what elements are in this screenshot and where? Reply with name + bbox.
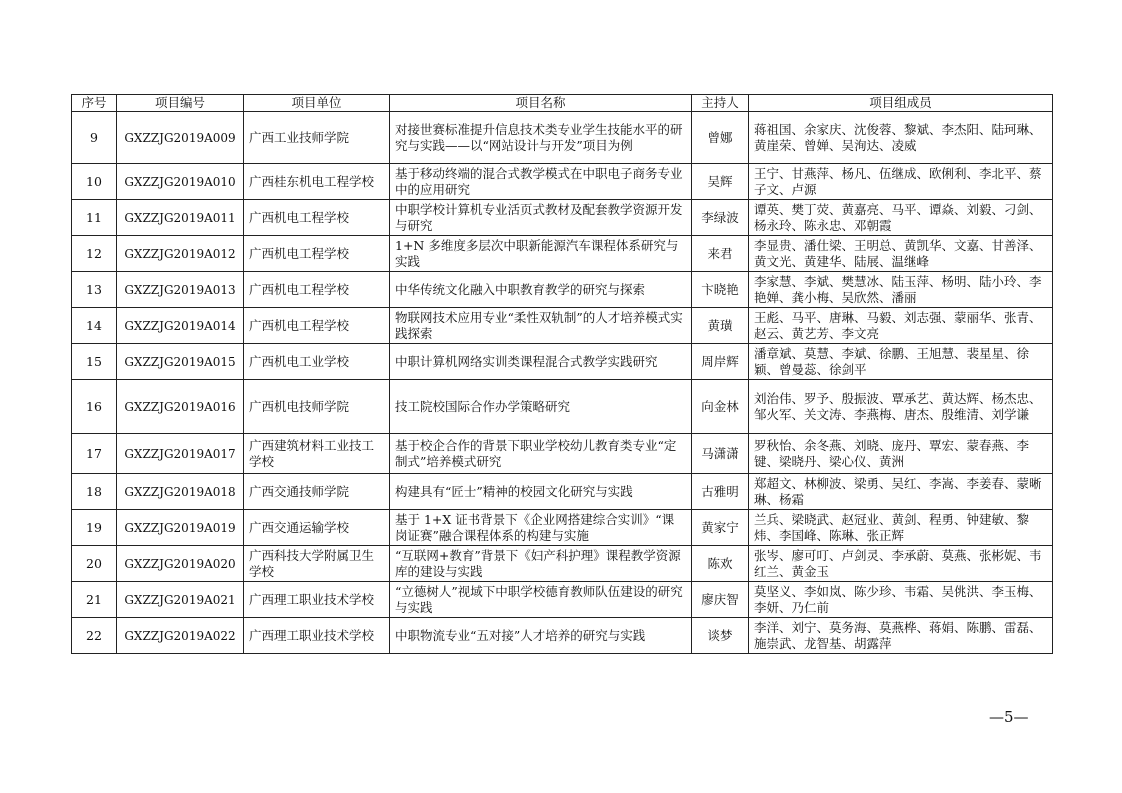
cell-no: 12: [72, 236, 117, 272]
cell-members: 谭英、樊丁荧、黄嘉亮、马平、谭焱、刘毅、刁剑、杨永玲、陈永忠、邓朝霞: [749, 200, 1053, 236]
cell-name: 中职计算机网络实训类课程混合式教学实践研究: [390, 344, 692, 380]
cell-unit: 广西机电工程学校: [244, 272, 390, 308]
cell-no: 13: [72, 272, 117, 308]
cell-host: 黄家宁: [692, 510, 749, 546]
cell-unit: 广西交通技师学院: [244, 474, 390, 510]
cell-members: 张岑、廖可叮、卢剑灵、李承蔚、莫燕、张彬妮、韦红兰、黄金玉: [749, 546, 1053, 582]
cell-members: 莫坚义、李如岚、陈少珍、韦霜、吴佻洪、李玉梅、李妍、乃仁前: [749, 582, 1053, 618]
cell-name: 物联网技术应用专业“柔性双轨制”的人才培养模式实践探索: [390, 308, 692, 344]
cell-name: 基于校企合作的背景下职业学校幼儿教育类专业“定制式”培养模式研究: [390, 434, 692, 474]
cell-host: 古雅明: [692, 474, 749, 510]
table-row: [72, 474, 1053, 510]
cell-code: GXZZJG2019A016: [117, 380, 244, 434]
table-row: [72, 510, 1053, 546]
table-row: [72, 112, 1053, 164]
header-code: 项目编号: [117, 95, 244, 112]
cell-unit: 广西机电工程学校: [244, 308, 390, 344]
table-row: [72, 272, 1053, 308]
table-row: [72, 164, 1053, 200]
cell-name: “互联网+教育”背景下《妇产科护理》课程教学资源库的建设与实践: [390, 546, 692, 582]
project-table: [71, 94, 1053, 654]
cell-host: 卞晓艳: [692, 272, 749, 308]
cell-unit: 广西桂东机电工程学校: [244, 164, 390, 200]
cell-members: 罗秋怡、余冬燕、刘晓、庞丹、覃宏、蒙春燕、李键、梁晓丹、梁心仪、黄洲: [749, 434, 1053, 474]
cell-members: 蒋祖国、余家庆、沈俊蓉、黎斌、李杰阳、陆珂琳、黄崖荣、曾婵、吴洵达、凌威: [749, 112, 1053, 164]
cell-no: 19: [72, 510, 117, 546]
cell-unit: 广西理工职业技术学校: [244, 582, 390, 618]
cell-members: 刘治伟、罗予、殷振波、覃承艺、黄达辉、杨杰忠、邹火军、关文涛、李燕梅、唐杰、殷维清、刘学谦: [749, 380, 1053, 434]
cell-unit: 广西理工职业技术学校: [244, 618, 390, 654]
cell-code: GXZZJG2019A019: [117, 510, 244, 546]
cell-code: GXZZJG2019A018: [117, 474, 244, 510]
cell-members: 郑超文、林柳波、梁勇、吴红、李嵩、李姜春、蒙晰琳、杨霜: [749, 474, 1053, 510]
cell-code: GXZZJG2019A011: [117, 200, 244, 236]
cell-code: GXZZJG2019A012: [117, 236, 244, 272]
cell-code: GXZZJG2019A017: [117, 434, 244, 474]
cell-no: 9: [72, 112, 117, 164]
cell-name: 中职学校计算机专业活页式教材及配套教学资源开发与研究: [390, 200, 692, 236]
cell-unit: 广西工业技师学院: [244, 112, 390, 164]
cell-name: 1+N 多维度多层次中职新能源汽车课程体系研究与实践: [390, 236, 692, 272]
cell-host: 周岸辉: [692, 344, 749, 380]
table-row: [72, 380, 1053, 434]
cell-name: 基于 1+X 证书背景下《企业网搭建综合实训》“课岗证赛”融合课程体系的构建与实施: [390, 510, 692, 546]
cell-unit: 广西机电技师学院: [244, 380, 390, 434]
cell-host: 来君: [692, 236, 749, 272]
cell-code: GXZZJG2019A020: [117, 546, 244, 582]
cell-name: “立德树人”视域下中职学校德育教师队伍建设的研究与实践: [390, 582, 692, 618]
cell-members: 潘章斌、莫慧、李斌、徐鹏、王旭慧、裴星星、徐颖、曾曼蕊、徐剑平: [749, 344, 1053, 380]
cell-no: 22: [72, 618, 117, 654]
table-row: [72, 344, 1053, 380]
cell-host: 吴辉: [692, 164, 749, 200]
cell-code: GXZZJG2019A013: [117, 272, 244, 308]
cell-no: 14: [72, 308, 117, 344]
cell-no: 17: [72, 434, 117, 474]
cell-code: GXZZJG2019A022: [117, 618, 244, 654]
cell-members: 兰兵、梁晓武、赵冠业、黄剑、程勇、钟建敏、黎炜、李国峰、陈琳、张正辉: [749, 510, 1053, 546]
cell-name: 构建具有“匠士”精神的校园文化研究与实践: [390, 474, 692, 510]
cell-code: GXZZJG2019A015: [117, 344, 244, 380]
table-row: [72, 308, 1053, 344]
cell-members: 李洋、刘宁、莫务海、莫燕桦、蒋娟、陈鹏、雷磊、施崇武、龙智基、胡露萍: [749, 618, 1053, 654]
cell-no: 18: [72, 474, 117, 510]
cell-name: 对接世赛标准提升信息技术类专业学生技能水平的研究与实践——以“网站设计与开发”项目为例: [390, 112, 692, 164]
cell-members: 李显贵、潘仕梁、王明总、黄凯华、文嘉、甘善泽、黄文光、黄建华、陆展、温继峰: [749, 236, 1053, 272]
header-unit: 项目单位: [244, 95, 390, 112]
table-row: [72, 618, 1053, 654]
cell-name: 基于移动终端的混合式教学模式在中职电子商务专业中的应用研究: [390, 164, 692, 200]
cell-code: GXZZJG2019A014: [117, 308, 244, 344]
table-row: [72, 236, 1053, 272]
cell-host: 黄璜: [692, 308, 749, 344]
table-row: [72, 582, 1053, 618]
cell-host: 马潇潇: [692, 434, 749, 474]
cell-unit: 广西交通运输学校: [244, 510, 390, 546]
cell-members: 王彪、马平、唐琳、马毅、刘志强、蒙丽华、张青、赵云、黄艺芳、李文亮: [749, 308, 1053, 344]
cell-host: 廖庆智: [692, 582, 749, 618]
cell-code: GXZZJG2019A010: [117, 164, 244, 200]
header-host: 主持人: [692, 95, 749, 112]
table-header-row: [72, 95, 1053, 112]
page-number: —5—: [989, 708, 1029, 726]
header-no: 序号: [72, 95, 117, 112]
cell-host: 向金林: [692, 380, 749, 434]
cell-unit: 广西机电工程学校: [244, 200, 390, 236]
cell-code: GXZZJG2019A021: [117, 582, 244, 618]
cell-unit: 广西科技大学附属卫生学校: [244, 546, 390, 582]
cell-name: 中职物流专业“五对接”人才培养的研究与实践: [390, 618, 692, 654]
header-members: 项目组成员: [749, 95, 1053, 112]
cell-unit: 广西机电工业学校: [244, 344, 390, 380]
cell-host: 李绿波: [692, 200, 749, 236]
cell-no: 10: [72, 164, 117, 200]
cell-no: 16: [72, 380, 117, 434]
table-row: [72, 546, 1053, 582]
cell-no: 21: [72, 582, 117, 618]
cell-host: 曾娜: [692, 112, 749, 164]
cell-no: 11: [72, 200, 117, 236]
cell-name: 技工院校国际合作办学策略研究: [390, 380, 692, 434]
table-row: [72, 434, 1053, 474]
cell-code: GXZZJG2019A009: [117, 112, 244, 164]
cell-members: 王宁、甘燕萍、杨凡、伍继成、欧俐利、李北平、蔡子文、卢源: [749, 164, 1053, 200]
cell-name: 中华传统文化融入中职教育教学的研究与探索: [390, 272, 692, 308]
cell-members: 李家慧、李斌、樊慧冰、陆玉萍、杨明、陆小玲、李艳婵、龚小梅、吴欣然、潘丽: [749, 272, 1053, 308]
cell-no: 15: [72, 344, 117, 380]
header-name: 项目名称: [390, 95, 692, 112]
cell-unit: 广西建筑材料工业技工学校: [244, 434, 390, 474]
cell-no: 20: [72, 546, 117, 582]
table-row: [72, 200, 1053, 236]
cell-host: 谈梦: [692, 618, 749, 654]
cell-host: 陈欢: [692, 546, 749, 582]
cell-unit: 广西机电工程学校: [244, 236, 390, 272]
